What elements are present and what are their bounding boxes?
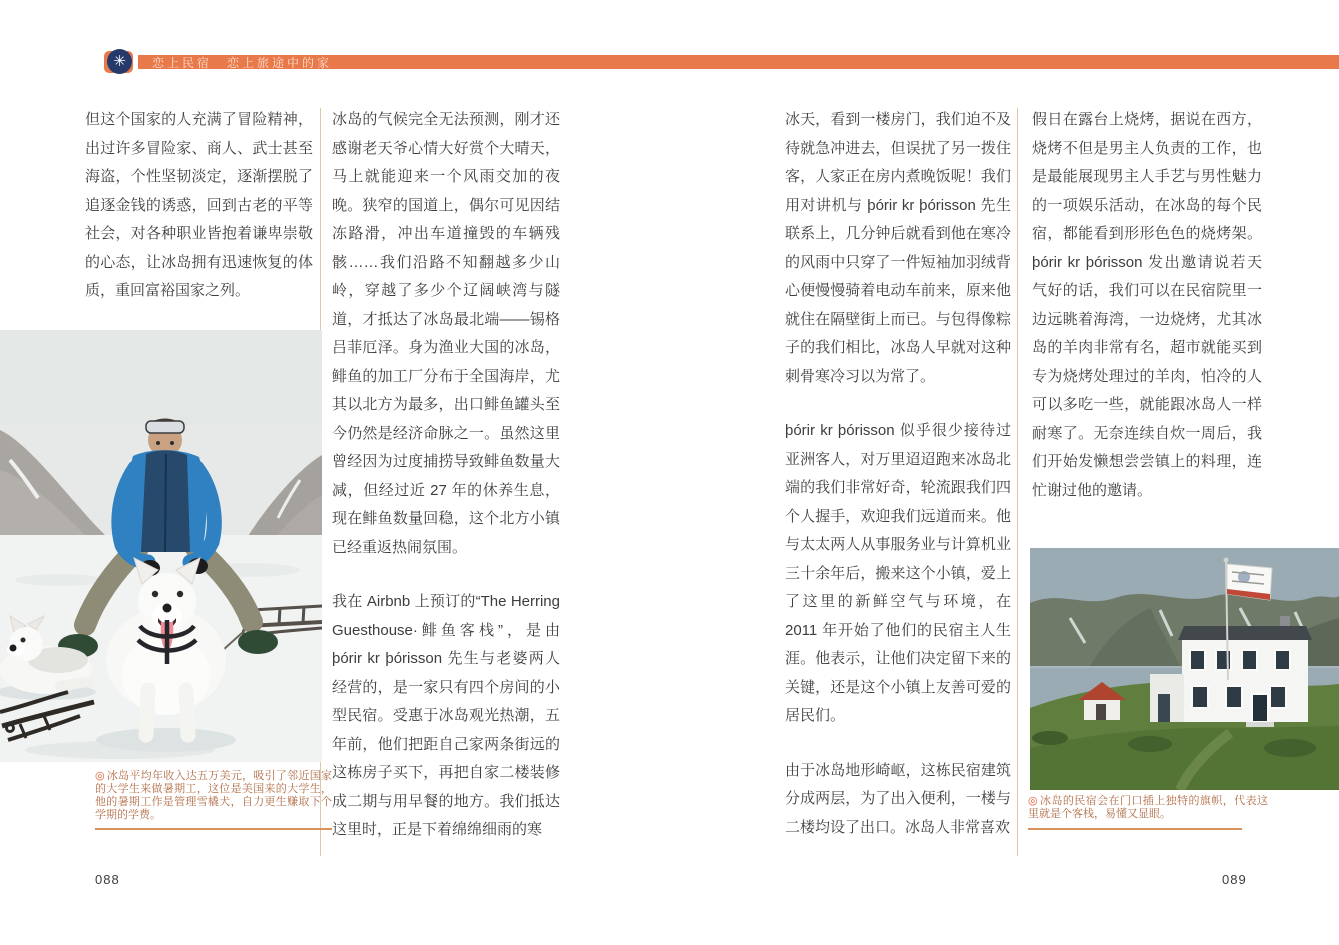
caption-bullet-icon: ◎ [95,770,105,782]
body-paragraph: 我在 Airbnb 上预订的“The Herring Guesthouse·鲱鱼客栈”，是由 þórir kr þórisson 先生与老婆两人经营的，是一家只有四个房间的小型民宿。受惠于冰岛观光热潮，五年前，他们把距自己家两条街远的这栋房子买下，再把自家二楼装修成二期与用早餐的地方。我们抵达这里时，正是下着绵绵细雨的寒 [332,593,560,838]
right-photo-caption [1028,795,1268,821]
text-column-3 [785,106,1011,868]
sled-dogs-photo [0,330,322,762]
body-paragraph: 冰岛的气候完全无法预测，刚才还感谢老天爷心情大好赏个大晴天，马上就能迎来一个风雨交加的夜晚。狭窄的国道上，偶尔可见因结冻路滑，冲出车道撞毁的车辆残骸……我们沿路不知翻越多少山岭，穿越了多少个辽阔峡湾与隧道，才抵达了冰岛最北端——锡格吕菲厄泽。身为渔业大国的冰岛，鲱鱼的加工厂分布于全国海岸，尤其以北方为最多，出口鲱鱼罐头至今仍然是经济命脉之一。虽然这里曾经因为过度捕捞导致鲱鱼数量大减，但经过近 27 年的休养生息，现在鲱鱼数量回稳，这个北方小镇已经重返热闹氛围。 [332,111,560,556]
body-paragraph: 但这个国家的人充满了冒险精神，出过许多冒险家、商人、武士甚至海盗，个性坚韧淡定，逐渐摆脱了追逐金钱的诱惑，回到古老的平等社会，对各种职业皆抱着谦卑崇敬的心态，让冰岛拥有迅速恢复的体质，重回富裕国家之列。 [85,111,313,299]
logo-glyph: ✳ [113,53,126,70]
left-photo-caption [95,770,332,822]
chapter-title: 恋上民宿 恋上旅途中的家 [152,55,333,70]
page-number-left: 088 [95,872,120,887]
left-caption-rule [95,828,332,830]
caption-bullet-icon: ◎ [1028,795,1039,807]
snowflake-logo-icon [107,49,132,74]
body-paragraph: 由于冰岛地形崎岖，这栋民宿建筑分成两层，为了出入便利，一楼与二楼均设了出口。冰岛人非常喜欢 [785,761,1011,836]
column-divider-right-page [1017,108,1018,856]
text-column-4 [1032,106,1262,531]
guesthouse-photo [1030,548,1339,790]
text-column-2 [332,106,560,871]
body-paragraph: þórir kr þórisson 似乎很少接待过亚洲客人，对万里迢迢跑来冰岛北端的我们非常好奇，轮流跟我们四个人握手，欢迎我们远道而来。他与太太两人从事服务业与计算机业三十余年后，搬来这个小镇，爱上了这里的新鲜空气与环境，在 2011 年开始了他们的民宿主人生涯。他表示，让他们决定留下来的关键，还是这个小镇上友善可爱的居民们。 [785,422,1011,724]
page-number-right: 089 [1222,872,1247,887]
body-paragraph: 冰天，看到一楼房门，我们迫不及待就急冲进去，但误扰了另一拨住客，人家正在房内煮晚饭呢！我们用对讲机与 þórir kr þórisson 先生联系上，几分钟后就看到他在寒冷的风雨中只穿了一件短袖加羽绒背心便慢慢骑着电动车前来，原来他就住在隔壁街上而已。与包得像粽子的我们相比，冰岛人早就对这种刺骨寒冷习以为常了。 [785,111,1011,385]
caption-text: 冰岛平均年收入达五万美元，吸引了邻近国家的大学生来做暑期工，这位是美国来的大学生，他的暑期工作是管理雪橇犬，自力更生赚取下个学期的学费。 [95,770,332,821]
body-paragraph: 假日在露台上烧烤，据说在西方，烧烤不但是男主人负责的工作，也是最能展现男主人手艺与男性魅力的一项娱乐活动，在冰岛的每个民宿，都能看到形形色色的烧烤架。þórir kr þórisson 发出邀请说若天气好的话，我们可以在民宿院里一边远眺着海湾，一边烧烤，尤其冰岛的羊肉非常有名，超市就能买到专为烧烤处理过的羊肉，怕冷的人可以多吃一些，就能跟冰岛人一样耐寒了。无奈连续自炊一周后，我们开始发懒想尝尝镇上的料理，连忙谢过他的邀请。 [1032,111,1262,499]
text-column-1 [85,106,313,332]
right-caption-rule [1028,828,1242,830]
caption-text: 冰岛的民宿会在门口插上独特的旗帜，代表这里就是个客栈，易懂又显眼。 [1028,795,1269,820]
